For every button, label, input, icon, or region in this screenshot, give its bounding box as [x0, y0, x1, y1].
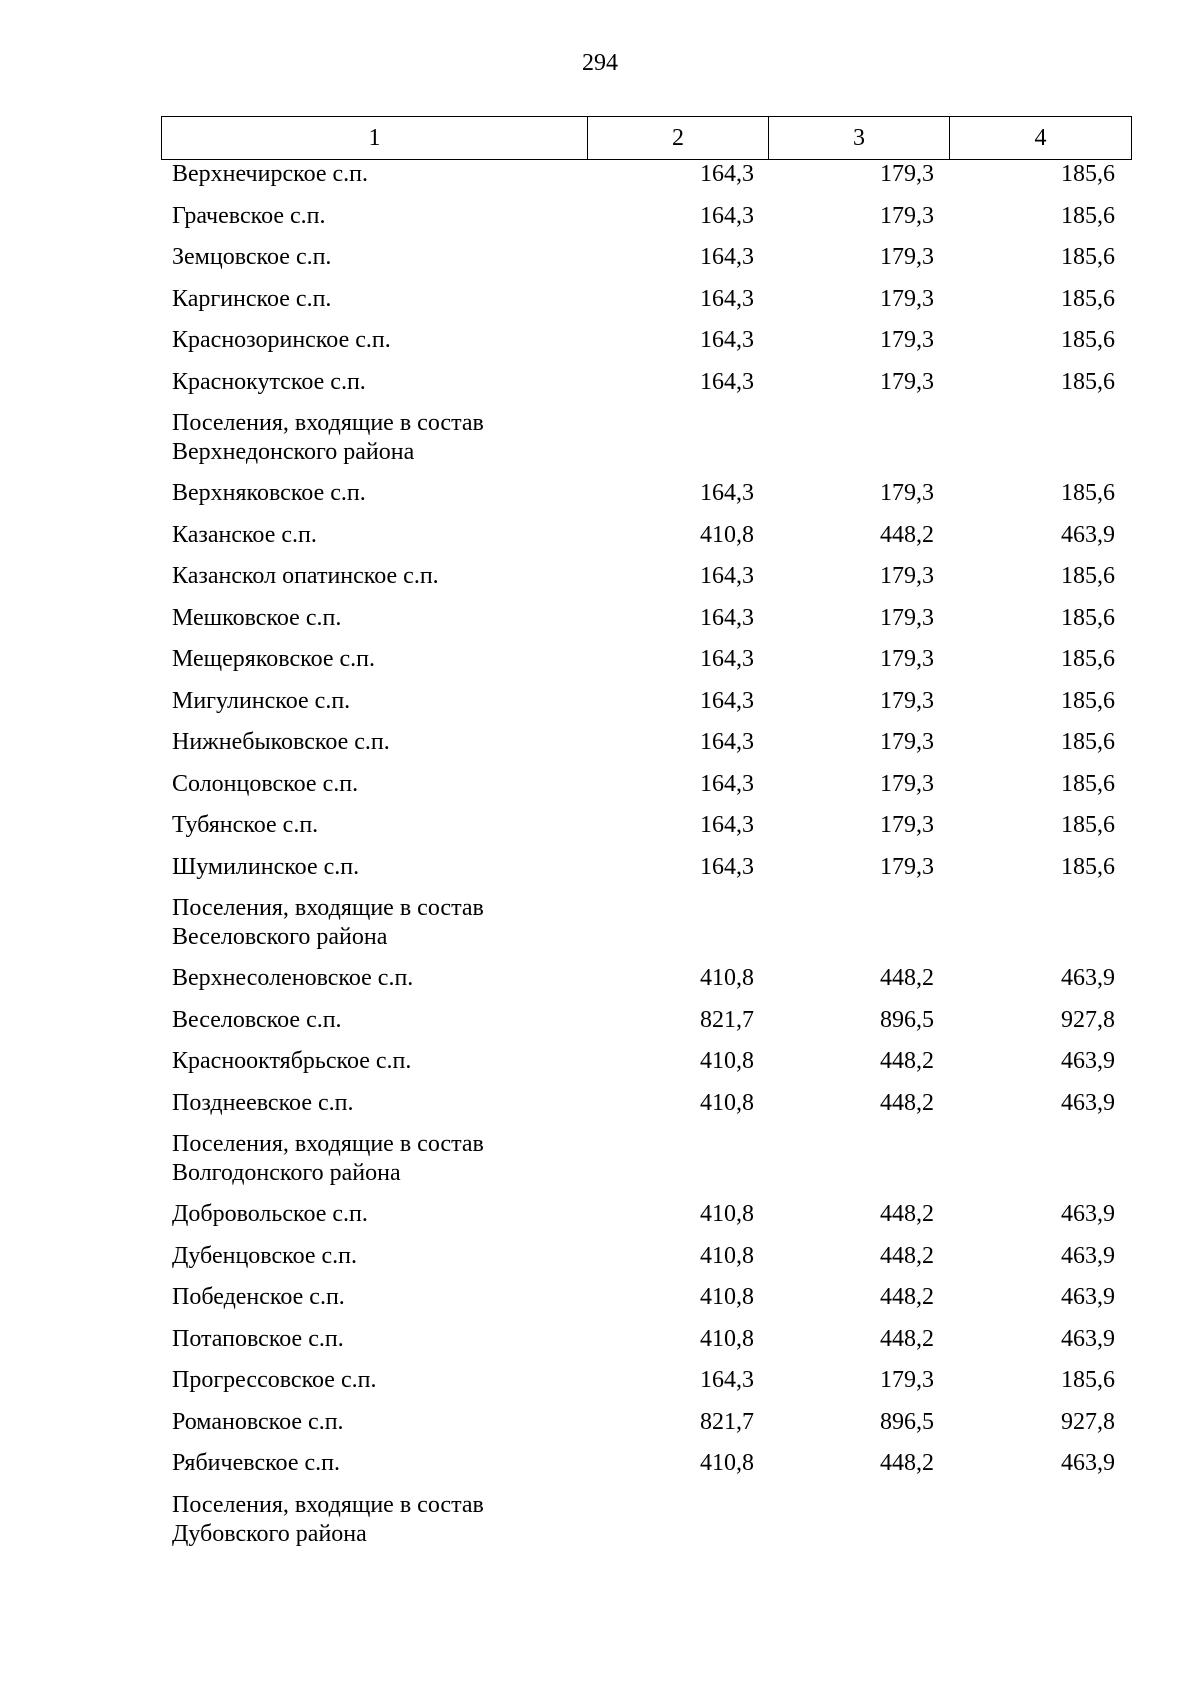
value-col-2: 821,7: [700, 1006, 754, 1033]
group-heading-line1: Поселения, входящие в состав: [172, 1131, 484, 1157]
table-row: [161, 1449, 1127, 1491]
value-col-4: 185,6: [1061, 604, 1115, 631]
value-col-2: 410,8: [700, 1089, 754, 1116]
table-row: [161, 604, 1127, 646]
value-col-3: 179,3: [880, 604, 934, 631]
value-col-3: 179,3: [880, 729, 934, 755]
value-col-2: 164,3: [700, 812, 754, 838]
value-col-4: 185,6: [1061, 563, 1115, 589]
table-row: [161, 1006, 1127, 1048]
settlement-name: Солонцовское с.п.: [172, 770, 359, 797]
table-row: [161, 1325, 1127, 1367]
value-col-3: 448,2: [880, 1450, 934, 1476]
value-col-4: 185,6: [1061, 327, 1115, 353]
table-row: [161, 853, 1127, 895]
header-col-3: 3: [769, 117, 950, 160]
settlement-name: Каргинское с.п.: [172, 285, 332, 312]
header-col-2: 2: [588, 117, 769, 160]
value-col-4: 185,6: [1061, 770, 1115, 797]
header-col-4: 4: [950, 117, 1132, 160]
settlement-name: Прогрессовское с.п.: [172, 1367, 377, 1393]
settlement-name: Казанское с.п.: [172, 521, 317, 548]
header-row: [162, 117, 1132, 160]
table-row: [161, 243, 1127, 285]
value-col-4: 185,6: [1061, 646, 1115, 672]
value-col-2: 410,8: [700, 1325, 754, 1352]
value-col-4: 185,6: [1061, 285, 1115, 312]
table-row: [161, 728, 1127, 770]
table-row: [161, 202, 1127, 244]
group-heading: [161, 1130, 586, 1200]
table-row: [161, 326, 1127, 368]
value-col-4: 185,6: [1061, 244, 1115, 270]
value-col-2: 164,3: [700, 646, 754, 672]
value-col-3: 448,2: [880, 521, 934, 548]
table-header: [161, 116, 1132, 160]
value-col-2: 410,8: [700, 1242, 754, 1269]
table-row: [161, 687, 1127, 729]
value-col-2: 164,3: [700, 770, 754, 797]
settlement-name: Казанскол опатинское с.п.: [172, 563, 439, 589]
value-col-2: 821,7: [700, 1408, 754, 1435]
value-col-2: 164,3: [700, 563, 754, 589]
value-col-2: 164,3: [700, 202, 754, 229]
group-heading-line1: Поселения, входящие в состав: [172, 1491, 484, 1518]
settlement-name: Мещеряковское с.п.: [172, 646, 376, 672]
table-body: [161, 160, 1127, 1561]
value-col-2: 164,3: [700, 161, 754, 187]
value-col-3: 179,3: [880, 285, 934, 312]
settlement-name: Грачевское с.п.: [172, 202, 326, 229]
value-col-2: 410,8: [700, 1284, 754, 1310]
value-col-3: 179,3: [880, 368, 934, 395]
settlement-name: Потаповское с.п.: [172, 1325, 344, 1352]
value-col-4: 185,6: [1061, 853, 1115, 880]
value-col-3: 179,3: [880, 770, 934, 797]
value-col-4: 185,6: [1061, 161, 1115, 187]
table-row: [161, 1242, 1127, 1284]
value-col-4: 463,9: [1061, 965, 1115, 991]
table-row: [161, 1089, 1127, 1131]
settlement-name: Верхняковское с.п.: [172, 480, 366, 506]
value-col-3: 448,2: [880, 1201, 934, 1227]
value-col-3: 179,3: [880, 563, 934, 589]
table-row: [161, 811, 1127, 853]
value-col-4: 185,6: [1061, 687, 1115, 714]
value-col-2: 164,3: [700, 480, 754, 506]
settlement-name: Рябичевское с.п.: [172, 1450, 340, 1476]
value-col-2: 164,3: [700, 244, 754, 270]
group-heading: [161, 894, 586, 964]
value-col-3: 448,2: [880, 1325, 934, 1352]
table-row: [161, 368, 1127, 410]
value-col-4: 185,6: [1061, 1367, 1115, 1393]
group-heading-row: [161, 409, 1127, 479]
value-col-3: 179,3: [880, 1367, 934, 1393]
group-heading: [161, 409, 586, 479]
table-row: [161, 160, 1127, 202]
value-col-4: 185,6: [1061, 812, 1115, 838]
value-col-4: 463,9: [1061, 1048, 1115, 1074]
value-col-4: 927,8: [1061, 1408, 1115, 1435]
settlement-name: Краснокутское с.п.: [172, 368, 366, 395]
table-row: [161, 1200, 1127, 1242]
value-col-3: 448,2: [880, 1242, 934, 1269]
value-col-3: 448,2: [880, 1284, 934, 1310]
settlement-name: Позднеевское с.п.: [172, 1089, 354, 1116]
settlement-name: Тубянское с.п.: [172, 812, 319, 838]
value-col-2: 410,8: [700, 521, 754, 548]
table-row: [161, 521, 1127, 563]
group-heading-row: [161, 1130, 1127, 1200]
page-number: 294: [582, 50, 618, 76]
value-col-4: 185,6: [1061, 202, 1115, 229]
group-heading-line2: Дубовского района: [172, 1520, 367, 1547]
value-col-3: 179,3: [880, 853, 934, 880]
value-col-2: 164,3: [700, 327, 754, 353]
value-col-4: 185,6: [1061, 729, 1115, 755]
value-col-4: 185,6: [1061, 368, 1115, 395]
table-row: [161, 285, 1127, 327]
table-row: [161, 964, 1127, 1006]
value-col-4: 463,9: [1061, 521, 1115, 548]
settlement-name: Земцовское с.п.: [172, 244, 332, 270]
table-row: [161, 562, 1127, 604]
value-col-2: 410,8: [700, 1450, 754, 1476]
group-heading-line2: Волгодонского района: [172, 1160, 401, 1186]
value-col-3: 179,3: [880, 161, 934, 187]
value-col-3: 896,5: [880, 1408, 934, 1435]
settlement-name: Дубенцовское с.п.: [172, 1242, 358, 1269]
value-col-3: 179,3: [880, 480, 934, 506]
value-col-4: 927,8: [1061, 1006, 1115, 1033]
group-heading: [161, 1491, 586, 1561]
table-row: [161, 770, 1127, 812]
value-col-2: 164,3: [700, 853, 754, 880]
group-heading-line1: Поселения, входящие в состав: [172, 895, 484, 921]
table-row: [161, 1366, 1127, 1408]
value-col-3: 179,3: [880, 244, 934, 270]
settlement-name: Нижнебыковское с.п.: [172, 729, 390, 755]
value-col-2: 410,8: [700, 965, 754, 991]
settlement-name: Добровольское с.п.: [172, 1201, 368, 1227]
settlement-name: Краснозоринское с.п.: [172, 327, 391, 353]
value-col-4: 463,9: [1061, 1450, 1115, 1476]
group-heading-line2: Верхнедонского района: [172, 439, 415, 465]
group-heading-line2: Веселовского района: [172, 924, 388, 950]
group-heading-row: [161, 1491, 1127, 1561]
value-col-3: 179,3: [880, 687, 934, 714]
value-col-4: 463,9: [1061, 1201, 1115, 1227]
table-row: [161, 479, 1127, 521]
value-col-4: 463,9: [1061, 1284, 1115, 1310]
value-col-2: 164,3: [700, 604, 754, 631]
value-col-2: 164,3: [700, 1367, 754, 1393]
value-col-2: 164,3: [700, 687, 754, 714]
value-col-2: 164,3: [700, 285, 754, 312]
settlement-name: Мигулинское с.п.: [172, 687, 351, 714]
settlement-name: Мешковское с.п.: [172, 604, 342, 631]
table-row: [161, 1047, 1127, 1089]
value-col-4: 463,9: [1061, 1242, 1115, 1269]
table-row: [161, 1283, 1127, 1325]
value-col-2: 410,8: [700, 1201, 754, 1227]
value-col-3: 448,2: [880, 965, 934, 991]
settlement-name: Краснооктябрьское с.п.: [172, 1048, 412, 1074]
value-col-3: 179,3: [880, 812, 934, 838]
settlement-name: Верхнечирское с.п.: [172, 161, 369, 187]
settlement-name: Победенское с.п.: [172, 1284, 345, 1310]
settlement-name: Верхнесоленовское с.п.: [172, 965, 414, 991]
group-heading-row: [161, 894, 1127, 964]
header-col-1: 1: [162, 117, 588, 160]
value-col-2: 164,3: [700, 368, 754, 395]
value-col-2: 164,3: [700, 729, 754, 755]
value-col-4: 463,9: [1061, 1325, 1115, 1352]
table-row: [161, 1408, 1127, 1450]
settlement-name: Романовское с.п.: [172, 1408, 344, 1435]
value-col-3: 179,3: [880, 202, 934, 229]
settlement-name: Веселовское с.п.: [172, 1006, 342, 1033]
group-heading-line1: Поселения, входящие в состав: [172, 410, 484, 436]
value-col-3: 179,3: [880, 327, 934, 353]
value-col-3: 896,5: [880, 1006, 934, 1033]
value-col-4: 185,6: [1061, 480, 1115, 506]
settlement-name: Шумилинское с.п.: [172, 853, 360, 880]
value-col-3: 448,2: [880, 1048, 934, 1074]
value-col-3: 179,3: [880, 646, 934, 672]
table-row: [161, 645, 1127, 687]
value-col-3: 448,2: [880, 1089, 934, 1116]
value-col-2: 410,8: [700, 1048, 754, 1074]
value-col-4: 463,9: [1061, 1089, 1115, 1116]
